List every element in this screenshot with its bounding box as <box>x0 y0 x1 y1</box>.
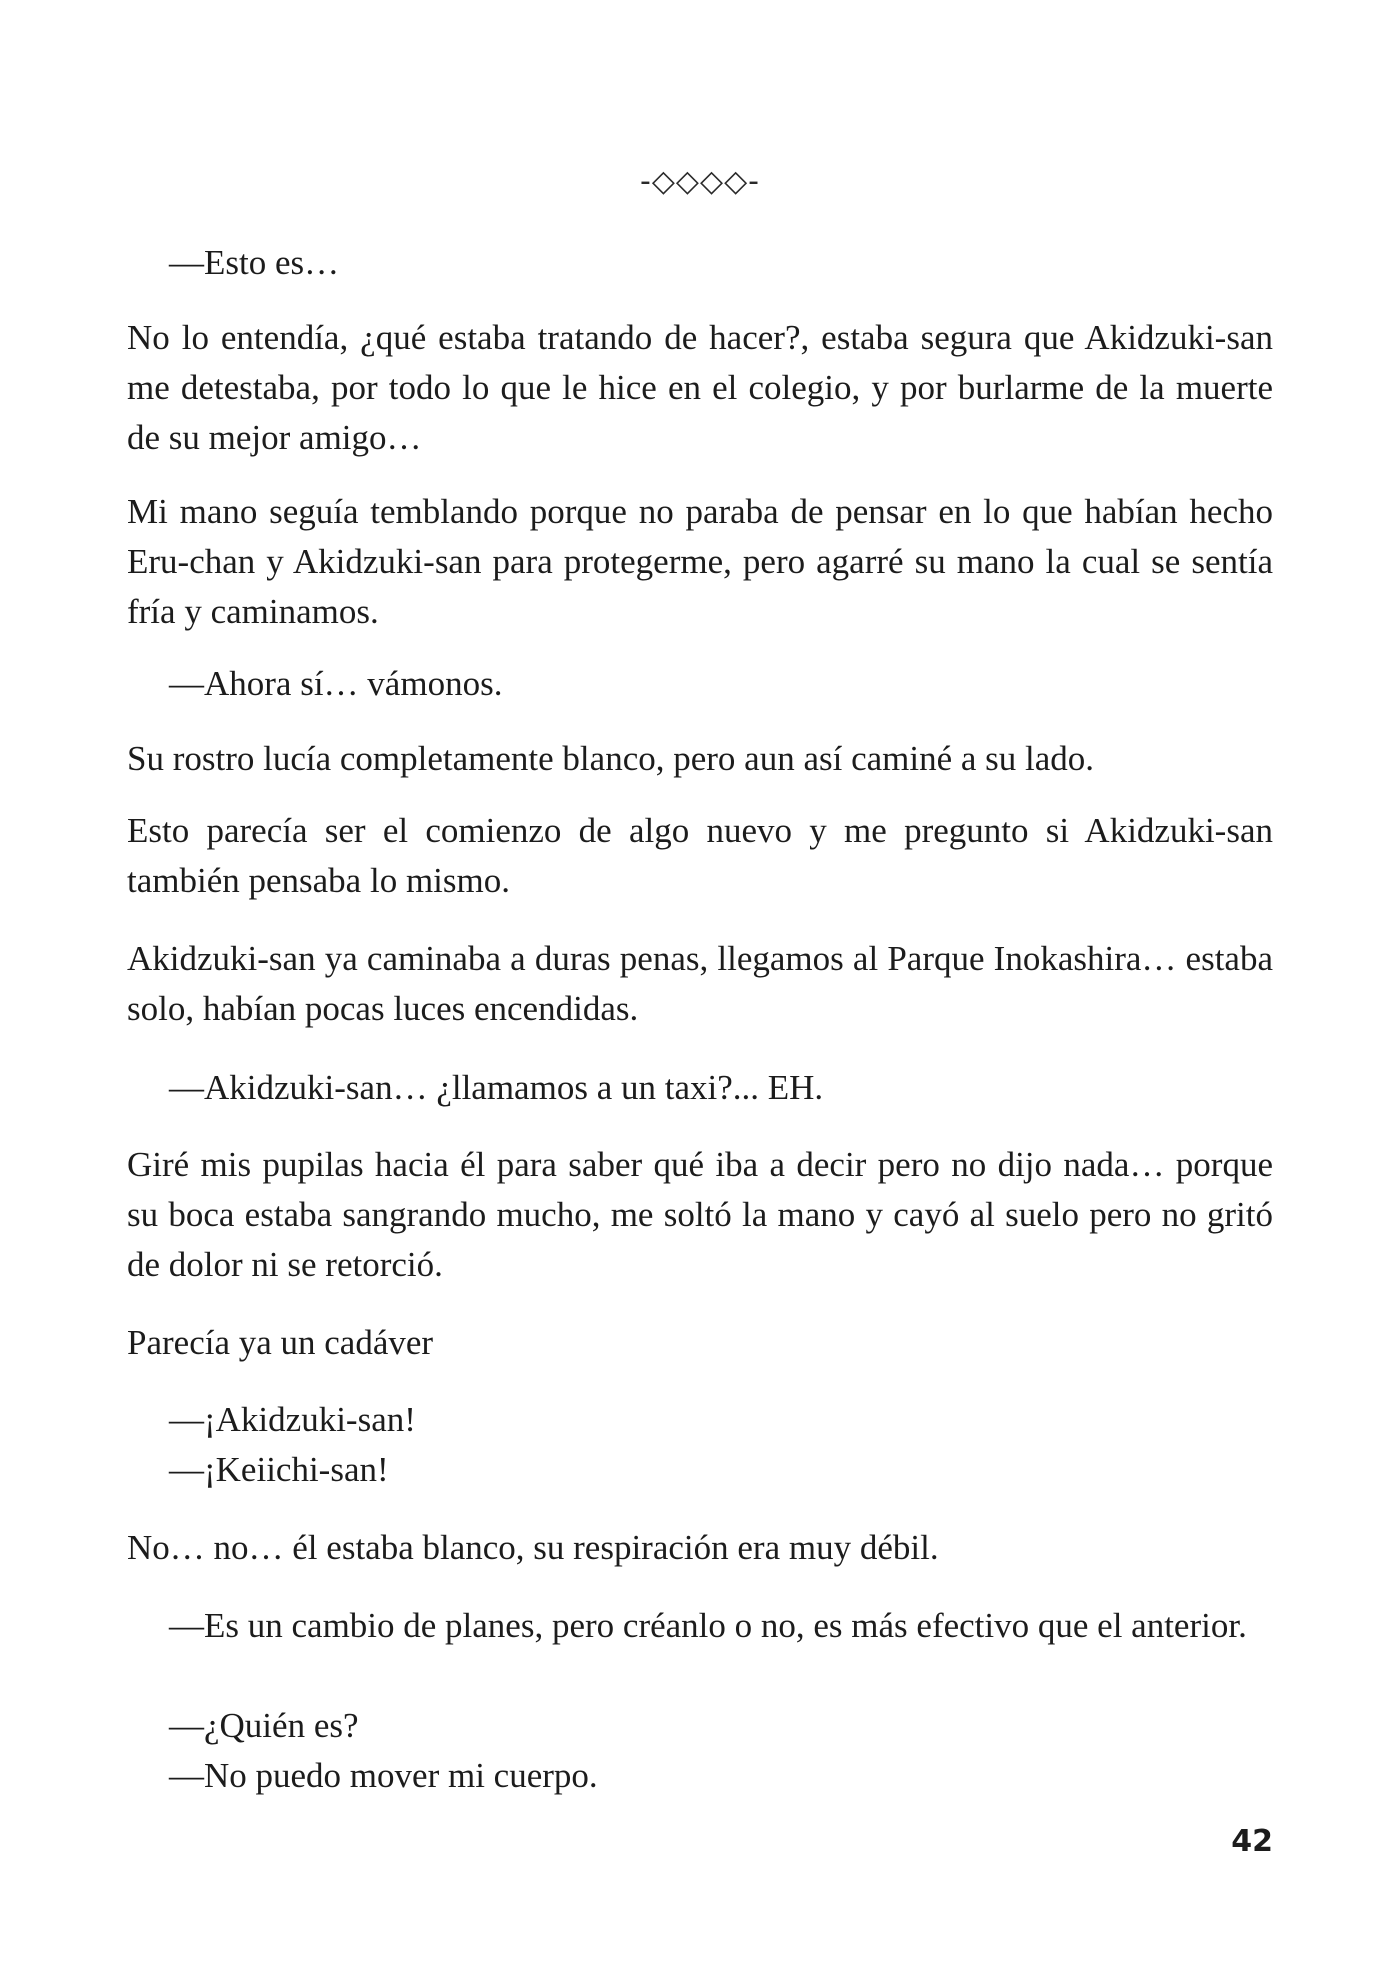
paragraph: Parecía ya un cadáver <box>127 1323 434 1362</box>
dialogue-line: —No puedo mover mi cuerpo. <box>169 1756 598 1795</box>
paragraph: Mi mano seguía temblando porque no paraba de pensar en lo que habían hecho Eru-chan y Akidzuki-san para protegerme, pero agarré su mano la cual se sentía fría y caminamos. <box>127 492 1273 631</box>
dialogue-line: —Esto es… <box>169 243 340 282</box>
scene-separator: -◇◇◇◇- <box>640 164 760 199</box>
paragraph: No… no… él estaba blanco, su respiración era muy débil. <box>127 1528 939 1567</box>
paragraph: Giré mis pupilas hacia él para saber qué iba a decir pero no dijo nada… porque su boca estaba sangrando mucho, me soltó la mano y cayó al suelo pero no gritó de dolor ni se retorció. <box>127 1145 1273 1284</box>
dialogue-line: —Akidzuki-san… ¿llamamos a un taxi?... EH. <box>169 1068 824 1107</box>
paragraph: Akidzuki-san ya caminaba a duras penas, llegamos al Parque Inokashira… estaba solo, habían pocas luces encendidas. <box>127 939 1273 1028</box>
paragraph: Esto parecía ser el comienzo de algo nuevo y me pregunto si Akidzuki-san también pensaba lo mismo. <box>127 811 1273 900</box>
dialogue-line: —¡Keiichi-san! <box>169 1450 389 1489</box>
page-number: 42 <box>1231 1824 1273 1859</box>
dialogue-line: —¿Quién es? <box>169 1706 359 1745</box>
dialogue-line: —¡Akidzuki-san! <box>169 1400 416 1439</box>
dialogue-line: —Es un cambio de planes, pero créanlo o no, es más efectivo que el anterior. <box>169 1606 1247 1645</box>
paragraph: No lo entendía, ¿qué estaba tratando de hacer?, estaba segura que Akidzuki-san me detestaba, por todo lo que le hice en el colegio, y por burlarme de la muerte de su mejor amigo… <box>127 318 1273 457</box>
paragraph: Su rostro lucía completamente blanco, pero aun así caminé a su lado. <box>127 739 1095 778</box>
dialogue-line: —Ahora sí… vámonos. <box>169 664 503 703</box>
